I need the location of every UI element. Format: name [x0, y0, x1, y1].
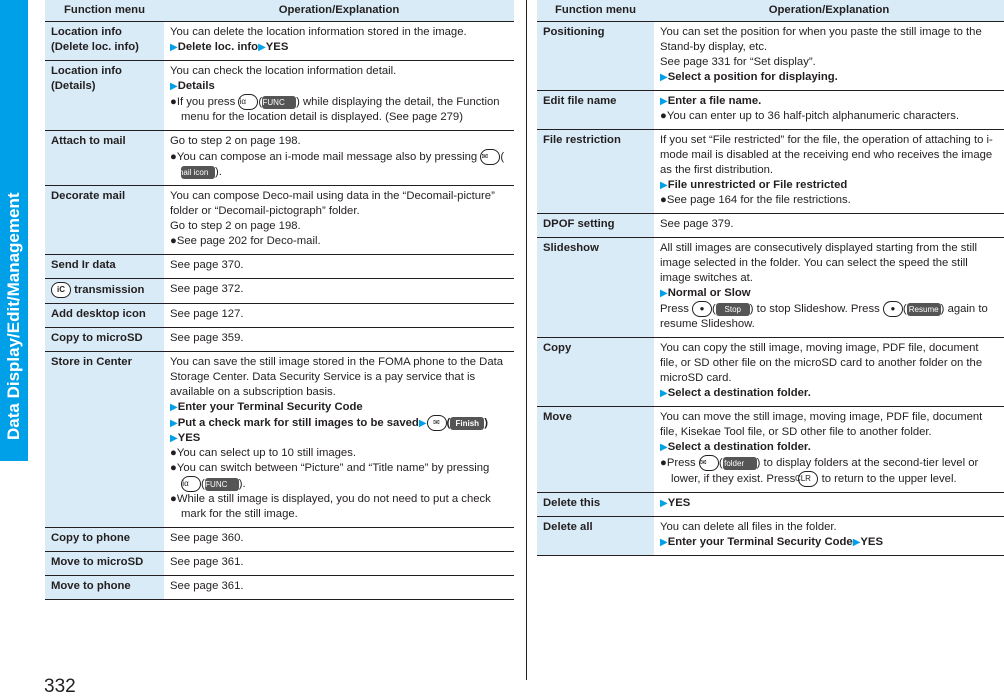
note-bullet: ●While a still image is displayed, you do not need to put a check mark for the still image.: [170, 493, 491, 520]
explanation-text: You can compose Deco-mail using data in the “Decomail-picture” folder or “Decomail-pictograph” folder.: [170, 190, 495, 217]
function-row: [45, 131, 514, 186]
operation-step: ▶Put a check mark for still images to be saved▶ ✉ ( Finish ): [170, 415, 508, 431]
function-row: [45, 255, 514, 279]
function-name: Copy to phone: [45, 528, 164, 552]
function-row: [537, 238, 1004, 338]
function-name: Attach to mail: [45, 131, 164, 186]
explanation-text: See page 370.: [170, 259, 244, 271]
function-explanation: [164, 552, 514, 576]
note-bullet: ●See page 202 for Deco-mail.: [170, 235, 321, 247]
function-name: Move to phone: [45, 576, 164, 600]
step-arrow-icon: ▶: [660, 442, 668, 453]
function-row: [45, 328, 514, 352]
function-explanation: [164, 186, 514, 255]
explanation-text: See page 361.: [170, 580, 244, 592]
header-operation: Operation/Explanation: [164, 0, 514, 22]
function-explanation: [164, 131, 514, 186]
function-row: [537, 517, 1004, 556]
explanation-text: Press ● ( Stop ) to stop Slideshow. Press ● ( Resume ) again to resume Slideshow.: [660, 302, 988, 330]
step-arrow-icon: ▶: [258, 42, 266, 53]
function-name: Positioning: [537, 22, 654, 91]
function-explanation: [654, 130, 1004, 214]
function-name: Move: [537, 407, 654, 493]
function-name: Send Ir data: [45, 255, 164, 279]
function-row: [45, 22, 514, 61]
function-explanation: [164, 61, 514, 131]
function-name: Move to microSD: [45, 552, 164, 576]
explanation-text: See page 127.: [170, 308, 244, 320]
step-arrow-icon: ▶: [660, 72, 668, 83]
operation-step: ▶Select a destination folder.: [660, 441, 811, 453]
explanation-text: You can check the location information detail.: [170, 65, 397, 77]
function-name: File restriction: [537, 130, 654, 214]
function-row: [45, 186, 514, 255]
header-function-menu: Function menu: [45, 0, 164, 22]
step-arrow-icon: ▶: [660, 180, 668, 191]
function-explanation: [164, 22, 514, 61]
operation-step: ▶Select a destination folder.: [660, 387, 811, 399]
operation-step: ▶Normal or Slow: [660, 287, 751, 299]
mail-icon-softkey-icon: mail icon: [181, 166, 215, 179]
function-row: [537, 407, 1004, 493]
note-bullet: ●Press ✉ (folder ) to display folders at the second-tier level or lower, if they exist. Press CLR to return to the upper level.: [660, 455, 998, 487]
mail-key-icon: ✉: [699, 455, 719, 471]
resume-softkey-icon: Resume: [907, 303, 941, 316]
step-arrow-icon: ▶: [418, 417, 427, 429]
function-menu-table-left: [45, 0, 514, 600]
note-bullet: ●If you press iα (FUNC ) while displaying the detail, the Function menu for the location detail is displayed. (See page 279): [170, 95, 500, 123]
step-arrow-icon: ▶: [660, 537, 668, 548]
function-row: [45, 279, 514, 304]
function-name: Copy: [537, 338, 654, 407]
function-explanation: [654, 517, 1004, 556]
i-appli-key-icon: iα: [181, 476, 201, 492]
function-row: [45, 304, 514, 328]
explanation-text: See page 359.: [170, 332, 244, 344]
explanation-text: Go to step 2 on page 198.: [170, 135, 301, 147]
chapter-tab: [0, 0, 28, 447]
step-arrow-icon: ▶: [660, 388, 668, 399]
center-key-icon: ●: [692, 301, 712, 317]
step-arrow-icon: ▶: [660, 498, 668, 509]
step-arrow-icon: ▶: [660, 96, 668, 107]
explanation-text: You can copy the still image, moving image, PDF file, document file, or SD other file on the microSD card to another folder on the microSD card.: [660, 342, 983, 384]
operation-step: ▶Enter your Terminal Security Code▶YES: [660, 536, 883, 548]
note-bullet: ●You can enter up to 36 half-pitch alphanumeric characters.: [660, 110, 960, 122]
mail-key-icon: ✉: [427, 415, 447, 431]
function-row: [45, 528, 514, 552]
function-name: Store in Center: [45, 352, 164, 528]
function-row: [537, 22, 1004, 91]
function-row: [537, 493, 1004, 517]
chapter-tab-label: Data Display/Edit/Management: [4, 192, 23, 440]
function-explanation: [164, 528, 514, 552]
i-appli-key-icon: iα: [238, 94, 258, 110]
function-name: Delete this: [537, 493, 654, 517]
function-explanation: [164, 279, 514, 304]
function-explanation: [654, 238, 1004, 338]
note-bullet: ●You can compose an i-mode mail message also by pressing ✉ (mail icon ).: [170, 150, 505, 178]
function-explanation: [654, 214, 1004, 238]
explanation-text: You can delete the location information stored in the image.: [170, 26, 467, 38]
column-divider: [526, 0, 527, 680]
explanation-text: See page 360.: [170, 532, 244, 544]
center-key-icon: ●: [883, 301, 903, 317]
function-explanation: [164, 328, 514, 352]
function-row: [45, 552, 514, 576]
page-number: 332: [44, 676, 76, 697]
explanation-text: If you set “File restricted” for the file, the operation of attaching to i-mode mail is disabled at the receiving end who receives the image as the first distribution.: [660, 134, 993, 176]
explanation-text: You can set the position for when you paste the still image to the Stand-by display, etc.: [660, 26, 982, 53]
function-name: Decorate mail: [45, 186, 164, 255]
function-explanation: [164, 352, 514, 528]
step-arrow-icon: ▶: [170, 417, 178, 429]
chapter-tab-marker: [0, 447, 28, 461]
mail-key-icon: ✉: [480, 149, 500, 165]
finish-softkey-icon: Finish: [450, 417, 484, 430]
explanation-text: You can save the still image stored in the FOMA phone to the Data Storage Center. Data Security Service is a pay service that is available on a subscription basis.: [170, 356, 504, 398]
function-row: [45, 61, 514, 131]
function-name: DPOF setting: [537, 214, 654, 238]
function-name: Copy to microSD: [45, 328, 164, 352]
step-arrow-icon: ▶: [170, 402, 178, 413]
function-name: Location info (Delete loc. info): [45, 22, 164, 61]
note-bullet: ●See page 164 for the file restrictions.: [660, 194, 851, 206]
operation-step: ▶Enter a file name.: [660, 95, 762, 107]
function-row: [537, 214, 1004, 238]
stop-softkey-icon: Stop: [716, 303, 750, 316]
function-name: Add desktop icon: [45, 304, 164, 328]
function-explanation: [164, 576, 514, 600]
function-explanation: [164, 304, 514, 328]
function-row: [537, 338, 1004, 407]
step-arrow-icon: ▶: [170, 42, 178, 53]
explanation-text: See page 361.: [170, 556, 244, 568]
operation-step: ▶Select a position for displaying.: [660, 71, 838, 83]
header-function-menu: Function menu: [537, 0, 654, 22]
step-arrow-icon: ▶: [660, 288, 668, 299]
function-name: iC transmission: [45, 279, 164, 304]
function-row: [537, 130, 1004, 214]
operation-step: ▶YES: [170, 432, 201, 444]
explanation-text: See page 379.: [660, 218, 734, 230]
step-arrow-icon: ▶: [170, 81, 178, 92]
explanation-text: You can delete all files in the folder.: [660, 521, 837, 533]
function-row: [45, 576, 514, 600]
operation-step: ▶Enter your Terminal Security Code: [170, 401, 363, 413]
folder-softkey-icon: folder: [723, 457, 757, 470]
header-operation: Operation/Explanation: [654, 0, 1004, 22]
func-softkey-icon: FUNC: [205, 478, 239, 491]
explanation-text: All still images are consecutively displayed starting from the still image selected in the folder. You can select the speed the still image switches at.: [660, 242, 978, 284]
operation-step: ▶File unrestricted or File restricted: [660, 179, 848, 191]
explanation-text: You can move the still image, moving image, PDF file, document file, Kisekae Tool file, or SD other file to another folder.: [660, 411, 983, 438]
operation-step: ▶Details: [170, 80, 215, 92]
function-name: Location info (Details): [45, 61, 164, 131]
explanation-text: See page 372.: [170, 283, 244, 295]
ic-key-icon: iC: [51, 282, 71, 298]
step-arrow-icon: ▶: [170, 433, 178, 444]
function-explanation: [654, 407, 1004, 493]
function-name: Edit file name: [537, 91, 654, 130]
explanation-text: Go to step 2 on page 198.: [170, 220, 301, 232]
operation-step: ▶YES: [660, 497, 691, 509]
function-menu-table-right: [537, 0, 1004, 556]
function-explanation: [654, 493, 1004, 517]
note-bullet: ●You can switch between “Picture” and “Title name” by pressing iα (FUNC ).: [170, 461, 508, 492]
function-name: Delete all: [537, 517, 654, 556]
note-bullet: ●You can select up to 10 still images.: [170, 447, 357, 459]
function-row: [45, 352, 514, 528]
func-softkey-icon: FUNC: [262, 96, 296, 109]
function-explanation: [654, 338, 1004, 407]
function-explanation: [654, 22, 1004, 91]
clr-key-icon: CLR: [798, 471, 818, 487]
explanation-text: See page 331 for “Set display”.: [660, 56, 816, 68]
function-name: Slideshow: [537, 238, 654, 338]
step-arrow-icon: ▶: [852, 537, 861, 548]
operation-step: ▶Delete loc. info▶YES: [170, 41, 289, 53]
function-row: [537, 91, 1004, 130]
function-explanation: [654, 91, 1004, 130]
function-explanation: [164, 255, 514, 279]
